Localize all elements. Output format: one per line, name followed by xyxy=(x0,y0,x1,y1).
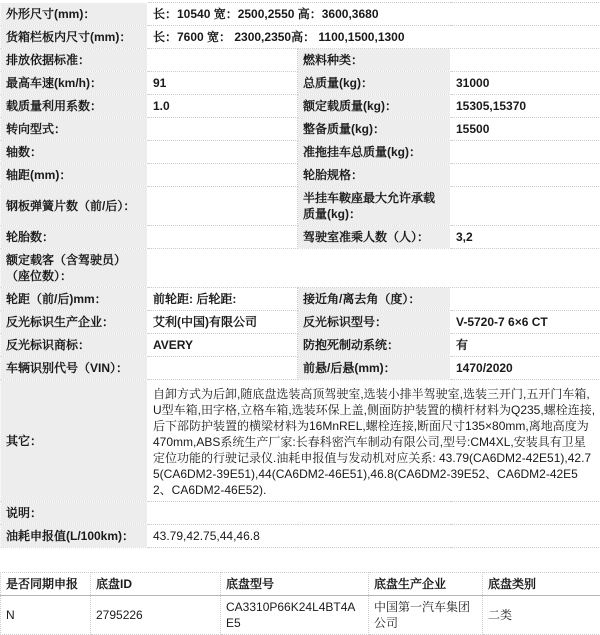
spec-label: 轴距(mm)： xyxy=(1,164,148,187)
spec-value: 3,2 xyxy=(451,226,600,249)
spec-label: 反光标识商标： xyxy=(1,334,148,357)
chassis-header-row xyxy=(1,573,600,596)
chassis-header-model: 底盘型号 xyxy=(221,573,369,596)
spec-value xyxy=(451,141,600,164)
chassis-cell-id: 2795226 xyxy=(91,596,221,635)
spec-label: 燃料种类： xyxy=(298,49,451,72)
spec-value xyxy=(148,357,298,380)
spec-row-rated-passengers xyxy=(1,249,600,288)
spec-value xyxy=(451,49,600,72)
spec-value: 长：10540 宽：2500,2550 高：3600,3680 xyxy=(148,3,600,26)
spec-value: 31000 xyxy=(451,72,600,95)
spec-label: 轮距（前/后)mm： xyxy=(1,288,148,311)
spec-label: 额定载质量(kg)： xyxy=(298,95,451,118)
chassis-cell-category: 二类 xyxy=(483,596,600,635)
spec-value: 91 xyxy=(148,72,298,95)
spec-label: 其它： xyxy=(1,380,148,502)
spec-label: 整备质量(kg)： xyxy=(298,118,451,141)
spec-value: 1.0 xyxy=(148,95,298,118)
spec-row-fuel-consumption xyxy=(1,525,600,548)
spec-label: 准拖挂车总质量(kg)： xyxy=(298,141,451,164)
spec-label: 轮胎数： xyxy=(1,226,148,249)
spec-label: 货箱栏板内尺寸(mm)： xyxy=(1,26,148,49)
spec-value xyxy=(148,118,298,141)
spec-value: 长：7600 宽： 2300,2350高： 1100,1500,1300 xyxy=(148,26,600,49)
spec-value: 艾利(中国)有限公司 xyxy=(148,311,298,334)
spec-label: 排放依据标准： xyxy=(1,49,148,72)
spec-value xyxy=(148,164,298,187)
spec-value: 有 xyxy=(451,334,600,357)
spec-label: 载质量利用系数： xyxy=(1,95,148,118)
spec-label: 反光标识型号： xyxy=(298,311,451,334)
spec-label: 外形尺寸(mm)： xyxy=(1,3,148,26)
spec-value-other-text: 自卸方式为后卸,随底盘选装高顶驾驶室,选装小排半驾驶室,选装三开门,五开门车箱,U型车箱,田字格,立格车箱,选装环保上盖,侧面防护装置的横杆材料为Q235,螺栓连接,后下部防护装置的横梁材料为16MnREL,螺栓连接,断面尺寸135×80mm,离地高度为470mm,ABS系统生产厂家:长春科密汽车制动有限公司,型号:CM4XL,安装具有卫星定位功能的行驶记录仪.油耗申报值与发动机对应关系: 43.79(CA6DM2-42E51),42.75(CA6DM2-39E51),44(CA6DM2-46E51),46.8(CA6DM2-39E52、CA6DM2-42E52、CA6DM2-46E52). xyxy=(148,380,600,502)
chassis-table xyxy=(0,572,600,635)
spec-value: AVERY xyxy=(148,334,298,357)
spec-value: 15500 xyxy=(451,118,600,141)
spec-row-reflective-brand-abs xyxy=(1,334,600,357)
chassis-header-category: 底盘类别 xyxy=(483,573,600,596)
spec-label: 轮胎规格： xyxy=(298,164,451,187)
spec-value xyxy=(148,249,600,288)
spec-row-track-angles xyxy=(1,288,600,311)
spec-label: 额定载客（含驾驶员）（座位数）： xyxy=(1,249,148,288)
spec-value xyxy=(148,49,298,72)
spec-label: 前悬/后悬(mm)： xyxy=(298,357,451,380)
spec-row-springs-saddle xyxy=(1,187,600,226)
spec-row-wheelbase-tire-spec xyxy=(1,164,600,187)
spec-value xyxy=(148,226,298,249)
chassis-header-manufacturer: 底盘生产企业 xyxy=(369,573,483,596)
spec-label: 说明： xyxy=(1,502,148,525)
spec-label: 接近角/离去角（度）： xyxy=(298,288,451,311)
spec-value xyxy=(451,187,600,226)
spec-row-steering-curb-mass xyxy=(1,118,600,141)
spec-label: 半挂车鞍座最大允许承载质量(kg)： xyxy=(298,187,451,226)
spec-value xyxy=(148,502,600,525)
spec-value: 43.79,42.75,44,46.8 xyxy=(148,525,600,548)
spec-label: 车辆识别代号（VIN）： xyxy=(1,357,148,380)
spec-row-vin-overhang xyxy=(1,357,600,380)
spec-label: 转向型式： xyxy=(1,118,148,141)
spec-row-other xyxy=(1,380,600,502)
spec-value xyxy=(148,187,298,226)
chassis-cell-manufacturer: 中国第一汽车集团公司 xyxy=(369,596,483,635)
spec-value: 15305,15370 xyxy=(451,95,600,118)
spec-label: 轴数： xyxy=(1,141,148,164)
spec-label: 最高车速(km/h)： xyxy=(1,72,148,95)
spec-label: 驾驶室准乘人数（人）： xyxy=(298,226,451,249)
spec-label: 钢板弹簧片数（前/后）： xyxy=(1,187,148,226)
spec-row-cargo-box-dimensions xyxy=(1,26,600,49)
spec-value xyxy=(451,288,600,311)
spec-label: 反光标识生产企业： xyxy=(1,311,148,334)
spec-row-outer-dimensions xyxy=(1,3,600,26)
chassis-header-same-period: 是否同期申报 xyxy=(1,573,91,596)
spec-value: 1470/2020 xyxy=(451,357,600,380)
spec-table xyxy=(0,2,600,548)
chassis-cell-model: CA3310P66K24L4BT4AE5 xyxy=(221,596,369,635)
spec-row-speed-mass xyxy=(1,72,600,95)
spec-value xyxy=(148,141,298,164)
chassis-header-id: 底盘ID xyxy=(91,573,221,596)
spec-label: 总质量(kg)： xyxy=(298,72,451,95)
spec-row-emission-fuel xyxy=(1,49,600,72)
chassis-data-row xyxy=(1,596,600,635)
spec-label: 油耗申报值(L/100km)： xyxy=(1,525,148,548)
spec-value: V-5720-7 6×6 CT xyxy=(451,311,600,334)
spec-value xyxy=(451,164,600,187)
chassis-cell-same-period: N xyxy=(1,596,91,635)
spec-row-reflective-maker-model xyxy=(1,311,600,334)
spec-row-notes xyxy=(1,502,600,525)
spec-row-coefficient-rated-load xyxy=(1,95,600,118)
spec-row-tires-cab-passengers xyxy=(1,226,600,249)
spec-label: 防抱死制动系统： xyxy=(298,334,451,357)
spec-row-axles-trailer-mass xyxy=(1,141,600,164)
spec-value: 前轮距: 后轮距: xyxy=(148,288,298,311)
